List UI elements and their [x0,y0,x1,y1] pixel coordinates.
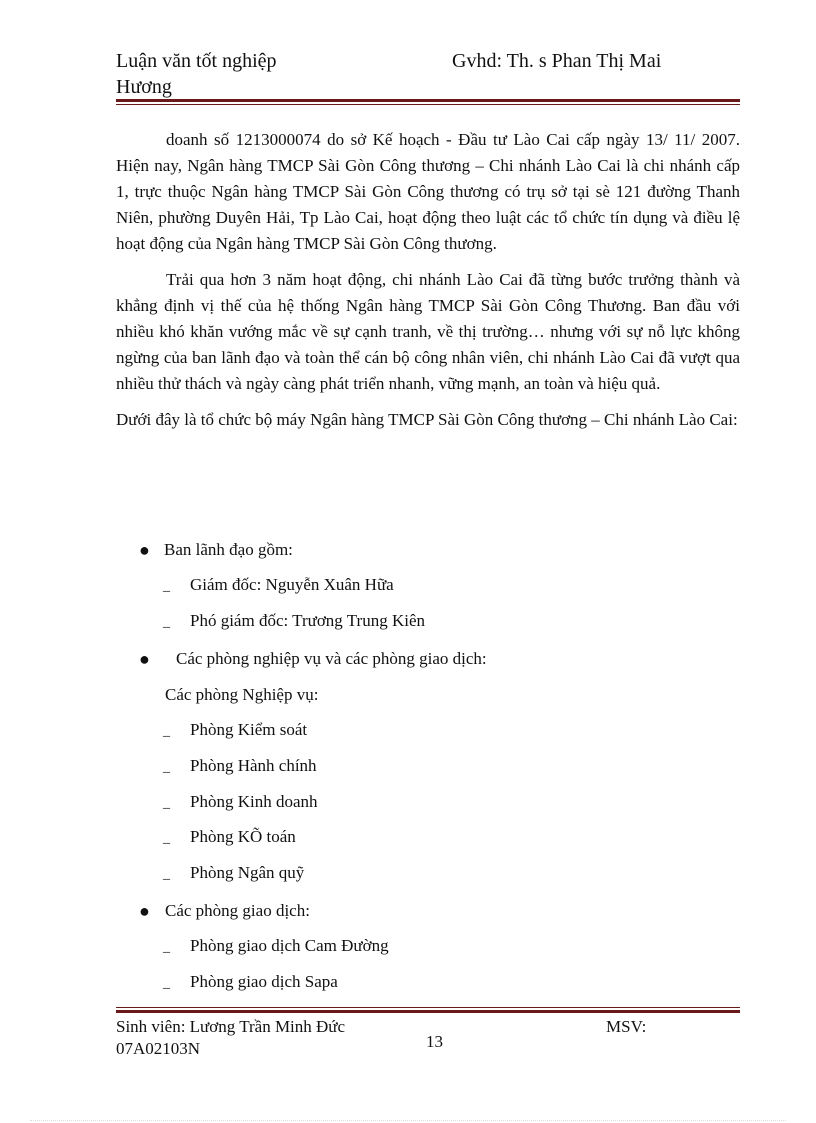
dash-icon: _ [163,976,170,991]
leadership-title: Ban lãnh đạo gồm: [164,540,293,559]
list-item: Phó giám đốc: Trương Trung Kiên [190,611,425,630]
paragraph-intro: doanh số 1213000074 do sở Kế hoạch - Đầu tư Lào Cai cấp ngày 13/ 11/ 2007. Hiện nay, Ngân hàng TMCP Sài Gòn Công thương – Chi nhánh Lào Cai là chi nhánh cấp 1, trực thuộc Ngân hàng TMCP Sài Gòn Công thương có trụ sở tại sè 121 đường Thanh Niên, phường Duyên Hải, Tp Lào Cai, hoạt động theo luật các tổ chức tín dụng và điều lệ hoạt động của Ngân hàng TMCP Sài Gòn Công thương. [116,130,740,253]
dash-icon: _ [163,867,170,882]
page-bottom-dotted-line [30,1120,786,1121]
bullet-icon: ● [139,901,150,921]
footer-rule-thick [116,1010,740,1013]
header-rule-thin [116,104,740,105]
list-item: Phòng Ngân quỹ [190,863,305,882]
dash-icon: _ [163,760,170,775]
paragraph-history: Trải qua hơn 3 năm hoạt động, chi nhánh Lào Cai đã từng bước trưởng thành và khẳng định vị thế của hệ thống Ngân hàng TMCP Sài Gòn Công Thương. Ban đầu với nhiều khó khăn vướng mắc về sự cạnh tranh, về thị trường… nhưng với sự nỗ lực không ngừng của ban lãnh đạo và toàn thể cán bộ công nhân viên, chi nhánh Lào Cai đã vượt qua nhiều thử thách và ngày càng phát triển nhanh, vững mạnh, an toàn và hiệu quả. [116,270,740,393]
header-rule-thick [116,99,740,102]
list-item: Phòng Kinh doanh [190,792,318,811]
header-advisor-surname: Hương [116,76,172,98]
list-item: Phòng Hành chính [190,756,317,775]
list-item: Phòng giao dịch Sapa [190,972,338,991]
list-item: Phòng giao dịch Cam Đường [190,936,389,955]
paragraph-org-intro: Dưới đây là tổ chức bộ máy Ngân hàng TMCP Sài Gòn Công thương – Chi nhánh Lào Cai: [116,410,738,429]
dash-icon: _ [163,796,170,811]
trans-title: Các phòng giao dịch: [165,901,310,920]
dash-icon: _ [163,940,170,955]
dash-icon: _ [163,831,170,846]
list-item: Giám đốc: Nguyễn Xuân Hữa [190,575,394,594]
dash-icon: _ [163,724,170,739]
ops-subtitle: Các phòng Nghiệp vụ: [165,685,319,704]
dash-icon: _ [163,615,170,630]
list-item: Phòng KÕ toán [190,827,296,846]
departments-title: Các phòng nghiệp vụ và các phòng giao dịch: [176,649,487,668]
page-number: 13 [426,1032,443,1051]
list-item: Phòng Kiểm soát [190,720,308,739]
footer-student [116,1016,345,1060]
dash-icon: _ [163,579,170,594]
header-thesis-label: Luận văn tốt nghiệp [116,50,277,72]
footer-msv-label: MSV: [606,1017,647,1036]
header-thesis-title [116,48,277,100]
body-paragraphs [116,127,740,433]
footer-rule-thin [116,1007,740,1008]
footer-student-id: 07A02103N [116,1039,201,1058]
header-advisor: Gvhd: Th. s Phan Thị Mai [452,50,662,72]
bullet-icon: ● [139,649,150,669]
bullet-icon: ● [139,540,150,560]
footer-student-name: Sinh viên: Lương Trần Minh Đức [116,1017,346,1036]
